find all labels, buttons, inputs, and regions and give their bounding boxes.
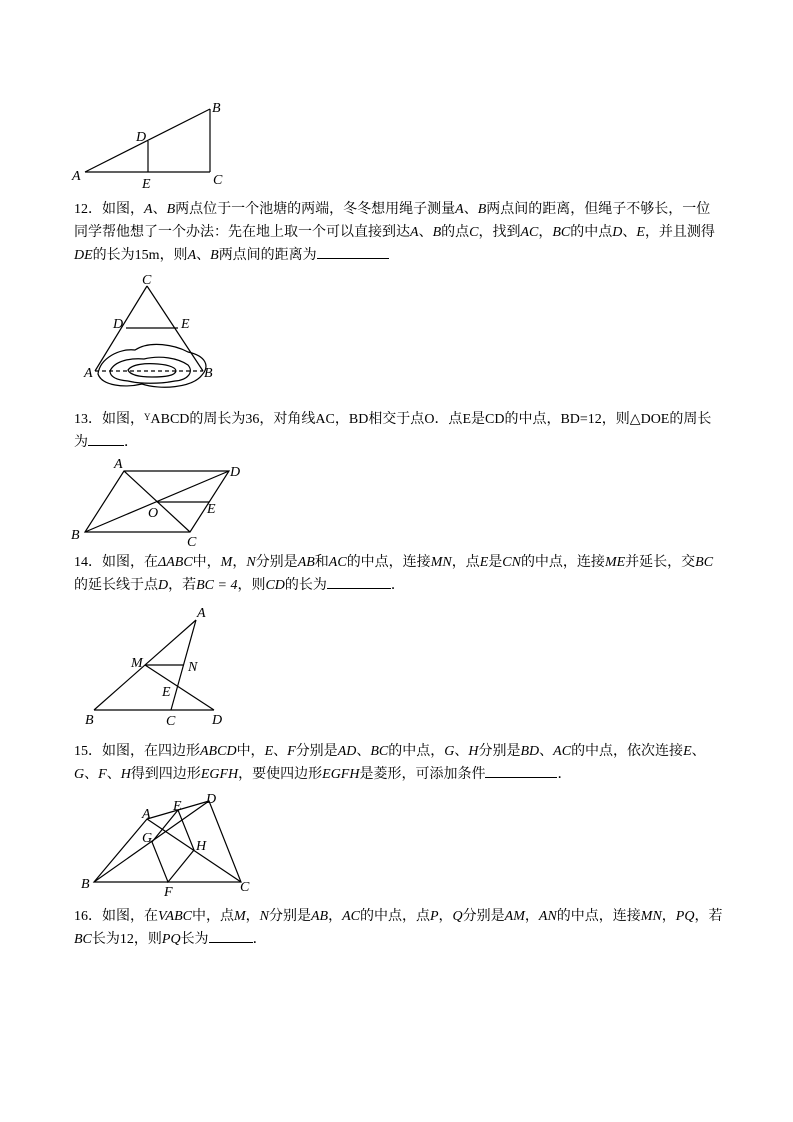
text: 的点 [441,224,470,240]
var: E [479,555,489,570]
text: 、 [539,743,554,759]
text: 的中点，连接 [520,554,605,570]
text: 、 [622,224,637,240]
label-e: E [173,799,182,814]
text: 是菱形，可添加条件 [359,766,486,782]
var: E [636,225,645,240]
text: 的中点，连接 [556,908,641,924]
text: 的长为 [284,577,327,593]
label-b: B [212,101,221,116]
text: 如图，在四边形 [102,743,200,759]
text: ，则 [237,577,266,593]
text: 的周长为 [189,411,246,427]
text: ． [252,931,267,947]
var: CD [485,412,505,427]
label-d: D [206,792,217,807]
label-b: B [71,528,80,543]
text: 的中点，依次连接 [571,743,684,759]
label-c: C [142,273,152,288]
var: B [210,248,219,263]
var: MN [430,555,452,570]
pond-outline-middle [110,357,190,383]
var: AB [310,909,329,924]
var: F [287,744,296,759]
value: BC = 4 [196,578,238,593]
var: A [144,202,153,217]
var: AC [315,412,335,427]
var: E [264,744,274,759]
label-e: E [207,502,216,517]
text: 、 [691,743,706,759]
text: 中， [236,743,265,759]
label-h: H [196,839,207,854]
var: BC [552,225,571,240]
var: AB [297,555,315,570]
question-16 [74,905,724,951]
var: EGFH [200,767,239,782]
text: 分别是 [295,743,338,759]
text: 是 [488,554,503,570]
text: ， [538,224,553,240]
text: 、 [106,766,121,782]
figure-q15-svg [76,788,266,903]
label-e: E [162,685,171,700]
var: EGFH [322,767,360,782]
question-number: 14． [74,555,102,570]
var: B [477,202,487,217]
question-15 [74,740,724,786]
var: H [468,744,479,759]
var: F [98,767,107,782]
var: AC [342,909,360,924]
text: ，若 [694,908,723,924]
question-number: 13． [74,412,102,427]
answer-blank[interactable] [209,928,253,943]
var: E [683,744,692,759]
value: BD=12 [560,412,602,427]
text: 如图，在 [102,554,158,570]
parallelogram-symbol: Y [144,412,151,422]
label-g: G [142,831,153,846]
text: 如图， [102,411,144,427]
text: 的中点，连接 [346,554,431,570]
text: 如图， [102,201,144,217]
var: E [462,412,471,427]
text: ． [124,434,138,450]
var: ABCD [150,412,190,427]
var: O [424,412,435,427]
text: ，则△ [601,411,641,427]
answer-blank[interactable] [485,763,557,778]
question-number: 12． [74,202,102,217]
figure-q13-svg [66,455,256,550]
figure-q13 [66,455,256,550]
text: 的中点 [570,224,613,240]
text: ，则 [159,247,188,263]
var: A [455,202,464,217]
text: ，对角线 [259,411,316,427]
var: DE [74,248,93,263]
text: 、 [84,766,99,782]
text: 、 [418,224,433,240]
text: ．点 [434,411,463,427]
text: 的长为 [92,247,135,263]
var: BC [370,744,389,759]
label-b: B [204,366,213,381]
question-13 [74,406,724,453]
figure-q11-svg [60,95,240,195]
label-e: E [181,317,190,332]
var: ABCD [200,744,237,759]
var: AC [328,555,347,570]
label-d: D [113,317,124,332]
text: 、 [356,743,371,759]
text: 长为 [91,931,120,947]
pond-outline-inner [128,364,176,377]
var: H [120,767,131,782]
quadrilateral-abcd [94,801,241,882]
value: 12 [119,932,134,947]
text: 是 [471,411,485,427]
label-c: C [166,714,176,729]
var: BD [520,744,540,759]
question-12 [74,198,724,267]
label-d: D [212,713,223,728]
var: BD [348,412,369,427]
value: 36 [245,412,260,427]
var: N [246,555,256,570]
text: 分别是 [462,908,505,924]
label-c: C [187,535,197,550]
text: 两点间的距离，但绳子不够长，一位同学帮他想了一个办法：先在地上取一个可以直接到达 [74,201,711,240]
text: 如图，在 [102,908,158,924]
text: 、 [196,247,211,263]
text: 两点间的距离为 [218,247,317,263]
var: VABC [158,909,192,924]
var: DOE [640,412,670,427]
text: ，则 [133,931,162,947]
label-c: C [240,880,250,895]
question-number: 16． [74,909,102,924]
var: ΔABC [158,555,193,570]
var: MN [640,909,662,924]
text: ，若 [168,577,197,593]
var: AC [553,744,572,759]
text: 并延长，交 [625,554,696,570]
figure-q12 [80,270,230,385]
text: 的中点， [504,411,561,427]
var: Q [452,909,463,924]
var: B [432,225,442,240]
label-a: A [84,366,93,381]
label-d: D [136,130,147,145]
var: CD [265,578,285,593]
var: PQ [161,932,181,947]
text: ． [390,577,405,593]
label-a: A [72,169,81,184]
text: ， [661,908,676,924]
text: 、 [463,201,478,217]
text: 的中点， [388,743,445,759]
text: 中， [192,554,221,570]
text: 、 [152,201,167,217]
figure-q14-svg [76,604,246,729]
var: G [444,744,455,759]
var: AM [504,909,525,924]
text: ， [232,554,247,570]
label-n: N [188,660,198,675]
text: 分别是 [478,743,521,759]
text: ， [524,908,539,924]
text: 、 [454,743,469,759]
text: 分别是 [255,554,298,570]
text: 两点位于一个池塘的两端，冬冬想用绳子测量 [175,201,456,217]
var: C [469,225,479,240]
figure-q14 [76,604,246,729]
text: 的中点，点 [359,908,430,924]
text: 分别是 [268,908,311,924]
label-a: A [197,606,206,621]
text: 的周长为 [74,411,712,450]
text: ， [334,411,349,427]
label-f: F [164,885,173,900]
text: 、 [273,743,288,759]
text: ． [557,766,572,782]
label-a: A [142,807,151,822]
value: 15m [134,248,160,263]
text: ， [438,908,453,924]
segment-md [145,665,214,710]
var: B [166,202,176,217]
text: 中，点 [191,908,234,924]
var: AC [520,225,539,240]
text: ，要使四边形 [238,766,323,782]
text: ，点 [451,554,480,570]
var: BC [695,555,714,570]
question-number: 15． [74,744,102,759]
var: D [612,225,623,240]
text: 长为 [180,931,209,947]
answer-blank[interactable] [317,244,389,259]
var: CN [502,555,521,570]
var: P [429,909,439,924]
label-a: A [114,457,123,472]
text: ， [328,908,343,924]
label-e: E [142,177,151,192]
figure-q15 [76,788,266,903]
text: 和 [314,554,329,570]
var: M [233,909,246,924]
figure-q12-svg [80,270,230,385]
text: ，找到 [478,224,521,240]
label-b: B [81,877,90,892]
label-d: D [230,465,241,480]
answer-blank[interactable] [327,574,391,589]
text: 相交于点 [368,411,425,427]
label-m: M [131,656,143,671]
text: ， [245,908,260,924]
var: D [158,578,169,593]
label-b: B [85,713,94,728]
text: 得到四边形 [130,766,201,782]
var: A [187,248,197,263]
question-14 [74,551,724,597]
figure-q11 [60,95,240,195]
var: M [220,555,233,570]
var: BC [74,932,92,947]
var: ME [604,555,626,570]
var: AN [538,909,557,924]
var: A [410,225,419,240]
var: PQ [675,909,695,924]
var: AD [337,744,357,759]
text: 的延长线于点 [74,577,158,593]
text: ，并且测得 [644,224,715,240]
label-o: O [148,506,159,521]
answer-blank[interactable] [88,431,124,446]
var: G [74,767,85,782]
label-c: C [213,173,223,188]
var: N [259,909,269,924]
